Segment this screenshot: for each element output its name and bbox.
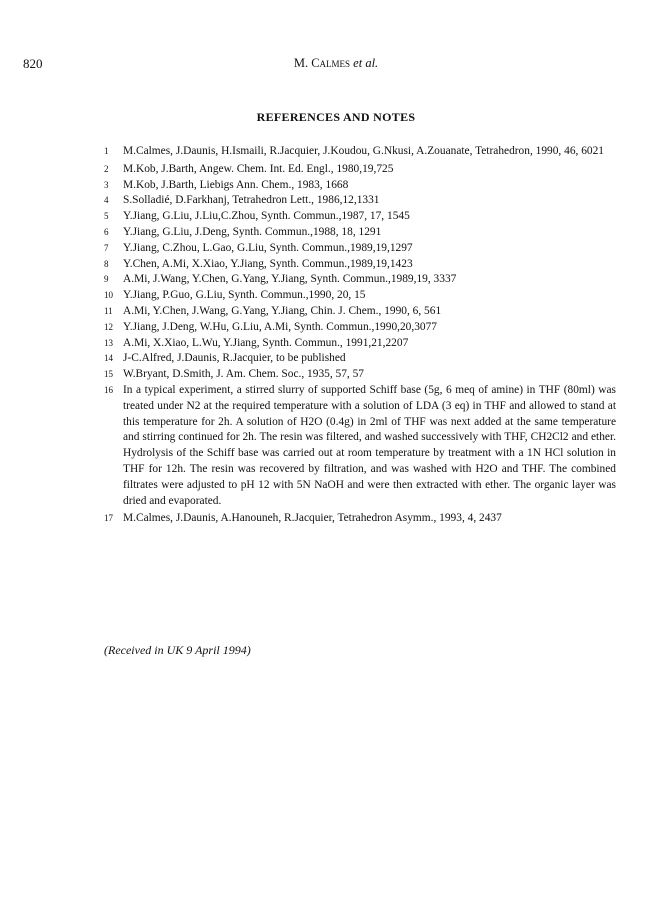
reference-number: 10 — [104, 290, 113, 301]
reference-item — [104, 383, 616, 509]
reference-item — [104, 336, 616, 352]
running-head-author: M. Calmes — [293, 56, 351, 70]
reference-number: 7 — [104, 242, 109, 253]
reference-item — [104, 351, 616, 367]
reference-item — [104, 288, 616, 304]
reference-item — [104, 193, 616, 209]
reference-number: 5 — [104, 211, 109, 222]
reference-number: 2 — [104, 163, 109, 174]
running-head-etal: et al. — [353, 56, 379, 70]
reference-item — [104, 225, 616, 241]
reference-number: 9 — [104, 274, 109, 285]
reference-number: 11 — [104, 305, 113, 316]
reference-text: Y.Jiang, G.Liu, J.Liu,C.Zhou, Synth. Commun.,1987, 17, 1545 — [123, 210, 410, 223]
reference-text: S.Solladié, D.Farkhanj, Tetrahedron Lett., 1986,12,1331 — [123, 194, 380, 207]
reference-text: M.Kob, J.Barth, Angew. Chem. Int. Ed. Engl., 1980,19,725 — [123, 162, 394, 175]
reference-number: 4 — [104, 195, 109, 206]
reference-item — [104, 511, 616, 527]
reference-number: 14 — [104, 353, 113, 364]
reference-number: 15 — [104, 369, 113, 380]
reference-text: Y.Jiang, G.Liu, J.Deng, Synth. Commun.,1988, 18, 1291 — [123, 225, 382, 238]
reference-number: 16 — [104, 384, 113, 395]
reference-number: 17 — [104, 513, 113, 524]
reference-number: 13 — [104, 337, 113, 348]
reference-item — [104, 257, 616, 273]
reference-item — [104, 304, 616, 320]
reference-text: Y.Jiang, J.Deng, W.Hu, G.Liu, A.Mi, Synth. Commun.,1990,20,3077 — [123, 320, 438, 333]
reference-text: M.Calmes, J.Daunis, H.Ismaili, R.Jacquier, J.Koudou, G.Nkusi, A.Zouanate, Tetrahedron, 1990, 46, 6021 — [123, 145, 604, 157]
running-head — [0, 56, 672, 71]
reference-text: J-C.Alfred, J.Daunis, R.Jacquier, to be published — [123, 352, 346, 365]
reference-list — [104, 144, 616, 527]
reference-item — [104, 162, 616, 178]
reference-number: 1 — [104, 146, 109, 156]
reference-text: M.Calmes, J.Daunis, A.Hanouneh, R.Jacquier, Tetrahedron Asymm., 1993, 4, 2437 — [123, 512, 502, 525]
reference-item — [104, 144, 616, 160]
reference-item — [104, 320, 616, 336]
reference-number: 6 — [104, 226, 109, 237]
reference-item — [104, 241, 616, 257]
reference-text: Y.Jiang, P.Guo, G.Liu, Synth. Commun.,1990, 20, 15 — [123, 289, 366, 302]
page-number: 820 — [23, 56, 43, 71]
reference-item — [104, 178, 616, 194]
reference-text: Y.Chen, A.Mi, X.Xiao, Y.Jiang, Synth. Commun.,1989,19,1423 — [123, 257, 413, 270]
reference-item — [104, 272, 616, 288]
reference-text: A.Mi, J.Wang, Y.Chen, G.Yang, Y.Jiang, Synth. Commun.,1989,19, 3337 — [123, 273, 457, 286]
reference-text: A.Mi, X.Xiao, L.Wu, Y.Jiang, Synth. Commun., 1991,21,2207 — [123, 336, 409, 349]
received-date: (Received in UK 9 April 1994) — [104, 643, 251, 657]
reference-text: In a typical experiment, a stirred slurry of supported Schiff base (5g, 6 meq of amine) in THF (80ml) was treated under N2 at the required temperature with a solution of LDA (3 eq) in THF and allowed to stand at this temperature for 2h. A solution of H2O (0.4g) in 2ml of THF was next added at the same temperature and stirring continued for 2h. The resin was filtered, and washed successively with THF, CH2Cl2 and ether. Hydrolysis of the Schiff base was carried out at room temperature by treatment with a 1N HCl solution in THF for 12h. The resin was recovered by filtration, and was washed with H2O and THF. The combined filtrates were adjusted to pH 12 with 5N NaOH and were then extracted with ether. The organic layer was dried and evaporated. — [123, 383, 616, 507]
reference-item — [104, 367, 616, 383]
reference-number: 12 — [104, 321, 113, 332]
reference-text: M.Kob, J.Barth, Liebigs Ann. Chem., 1983, 1668 — [123, 178, 349, 191]
section-title: REFERENCES AND NOTES — [256, 110, 416, 124]
reference-number: 3 — [104, 179, 109, 190]
reference-text: A.Mi, Y.Chen, J.Wang, G.Yang, Y.Jiang, Chin. J. Chem., 1990, 6, 561 — [123, 304, 442, 317]
reference-text: W.Bryant, D.Smith, J. Am. Chem. Soc., 1935, 57, 57 — [123, 368, 365, 381]
reference-number: 8 — [104, 258, 109, 269]
reference-item — [104, 209, 616, 225]
reference-text: Y.Jiang, C.Zhou, L.Gao, G.Liu, Synth. Commun.,1989,19,1297 — [123, 241, 413, 254]
